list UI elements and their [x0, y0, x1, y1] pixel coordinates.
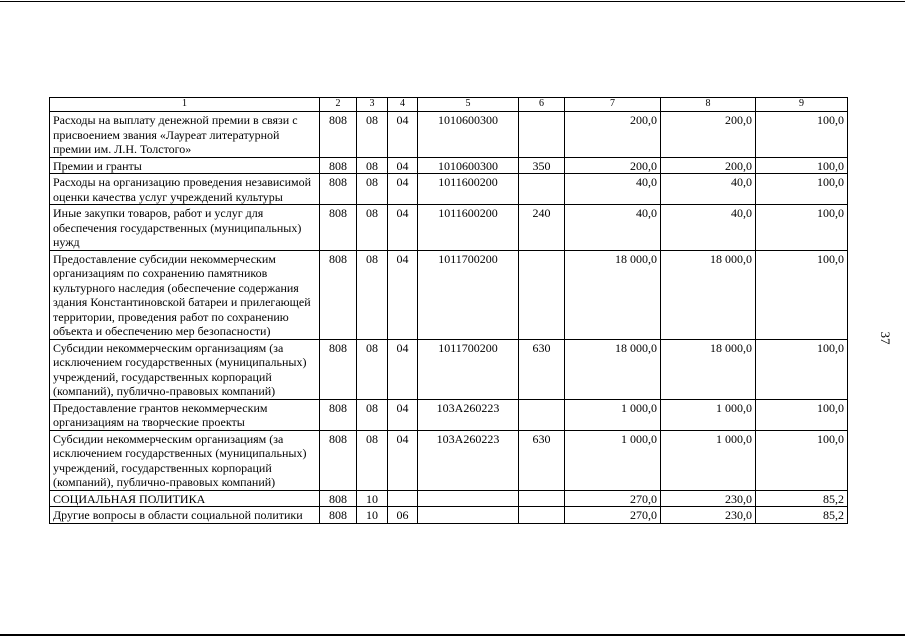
cell-expense-type: [519, 399, 565, 430]
cell-target-article: [418, 490, 519, 507]
cell-subsection: 06: [388, 507, 418, 524]
row-name: Предоставление субсидии некоммерческим организациям по сохранению памятников культурного наследия (обеспечение содержания здания Константиновской батареи и прилегающей территории, проведения работ по сохранению объекта и обеспечению мер безопасности): [50, 250, 320, 339]
cell-subsection: 04: [388, 112, 418, 158]
cell-target-article: 1011700200: [418, 339, 519, 399]
cell-subsection: 04: [388, 174, 418, 205]
cell-code-admin: 808: [320, 205, 357, 251]
cell-expense-type: 630: [519, 339, 565, 399]
cell-amount-plan: 40,0: [565, 205, 661, 251]
column-header: 2: [320, 98, 357, 112]
cell-code-admin: 808: [320, 174, 357, 205]
budget-table: [49, 97, 848, 524]
cell-target-article: 103A260223: [418, 399, 519, 430]
cell-expense-type: 350: [519, 157, 565, 174]
cell-amount-plan: 18 000,0: [565, 250, 661, 339]
cell-code-admin: 808: [320, 339, 357, 399]
row-name: Субсидии некоммерческим организациям (за исключением государственных (муниципальных) учреждений, государственных корпораций (компаний), публично-правовых компаний): [50, 430, 320, 490]
cell-section: 08: [357, 399, 388, 430]
cell-percent: 100,0: [756, 157, 848, 174]
cell-expense-type: [519, 174, 565, 205]
cell-percent: 100,0: [756, 339, 848, 399]
table-row: [50, 507, 848, 524]
table-row: [50, 250, 848, 339]
cell-amount-actual: 1 000,0: [661, 430, 756, 490]
row-name: Расходы на организацию проведения независимой оценки качества услуг учреждений культуры: [50, 174, 320, 205]
cell-section: 10: [357, 490, 388, 507]
cell-section: 08: [357, 112, 388, 158]
cell-amount-plan: 1 000,0: [565, 430, 661, 490]
cell-amount-actual: 40,0: [661, 205, 756, 251]
cell-subsection: [388, 490, 418, 507]
column-header: 6: [519, 98, 565, 112]
cell-amount-actual: 40,0: [661, 174, 756, 205]
cell-target-article: 1011600200: [418, 205, 519, 251]
cell-target-article: 103A260223: [418, 430, 519, 490]
column-header: 9: [756, 98, 848, 112]
cell-code-admin: 808: [320, 157, 357, 174]
cell-code-admin: 808: [320, 399, 357, 430]
cell-percent: 100,0: [756, 250, 848, 339]
cell-section: 08: [357, 205, 388, 251]
table-row: [50, 490, 848, 507]
row-name: Другие вопросы в области социальной политики: [50, 507, 320, 524]
row-name: Предоставление грантов некоммерческим организациям на творческие проекты: [50, 399, 320, 430]
table-row: [50, 430, 848, 490]
cell-target-article: 1011600200: [418, 174, 519, 205]
cell-percent: 100,0: [756, 399, 848, 430]
column-header: 8: [661, 98, 756, 112]
cell-target-article: 1010600300: [418, 112, 519, 158]
cell-amount-plan: 270,0: [565, 490, 661, 507]
row-name: СОЦИАЛЬНАЯ ПОЛИТИКА: [50, 490, 320, 507]
table-row: [50, 112, 848, 158]
cell-expense-type: 240: [519, 205, 565, 251]
cell-expense-type: [519, 112, 565, 158]
scan-top-border: [0, 1, 905, 2]
cell-subsection: 04: [388, 399, 418, 430]
cell-code-admin: 808: [320, 250, 357, 339]
cell-amount-plan: 270,0: [565, 507, 661, 524]
cell-section: 08: [357, 157, 388, 174]
cell-code-admin: 808: [320, 430, 357, 490]
cell-amount-plan: 18 000,0: [565, 339, 661, 399]
scan-bottom-border: [0, 634, 905, 636]
cell-amount-actual: 1 000,0: [661, 399, 756, 430]
cell-subsection: 04: [388, 205, 418, 251]
cell-section: 08: [357, 339, 388, 399]
row-name: Иные закупки товаров, работ и услуг для обеспечения государственных (муниципальных) нужд: [50, 205, 320, 251]
cell-amount-actual: 230,0: [661, 490, 756, 507]
cell-code-admin: 808: [320, 112, 357, 158]
cell-code-admin: 808: [320, 507, 357, 524]
cell-amount-actual: 18 000,0: [661, 339, 756, 399]
cell-target-article: 1011700200: [418, 250, 519, 339]
cell-amount-actual: 18 000,0: [661, 250, 756, 339]
cell-amount-actual: 230,0: [661, 507, 756, 524]
cell-expense-type: [519, 507, 565, 524]
cell-code-admin: 808: [320, 490, 357, 507]
cell-section: 08: [357, 430, 388, 490]
cell-subsection: 04: [388, 250, 418, 339]
column-header: 5: [418, 98, 519, 112]
cell-amount-actual: 200,0: [661, 157, 756, 174]
cell-subsection: 04: [388, 339, 418, 399]
table-row: [50, 205, 848, 251]
column-header: 7: [565, 98, 661, 112]
cell-percent: 100,0: [756, 174, 848, 205]
cell-expense-type: [519, 490, 565, 507]
column-header: 1: [50, 98, 320, 112]
cell-amount-plan: 200,0: [565, 112, 661, 158]
table-row: [50, 339, 848, 399]
cell-section: 08: [357, 174, 388, 205]
cell-expense-type: [519, 250, 565, 339]
cell-amount-plan: 1 000,0: [565, 399, 661, 430]
cell-amount-plan: 40,0: [565, 174, 661, 205]
column-header: 3: [357, 98, 388, 112]
cell-target-article: 1010600300: [418, 157, 519, 174]
table-header-row: [50, 98, 848, 112]
cell-amount-plan: 200,0: [565, 157, 661, 174]
cell-expense-type: 630: [519, 430, 565, 490]
column-header: 4: [388, 98, 418, 112]
cell-percent: 100,0: [756, 112, 848, 158]
row-name: Субсидии некоммерческим организациям (за исключением государственных (муниципальных) учреждений, государственных корпораций (компаний), публично-правовых компаний): [50, 339, 320, 399]
cell-percent: 85,2: [756, 507, 848, 524]
table-row: [50, 157, 848, 174]
cell-amount-actual: 200,0: [661, 112, 756, 158]
cell-section: 08: [357, 250, 388, 339]
cell-percent: 100,0: [756, 430, 848, 490]
row-name: Премии и гранты: [50, 157, 320, 174]
cell-target-article: [418, 507, 519, 524]
table-row: [50, 174, 848, 205]
cell-percent: 100,0: [756, 205, 848, 251]
row-name: Расходы на выплату денежной премии в связи с присвоением звания «Лауреат литературной премии им. Л.Н. Толстого»: [50, 112, 320, 158]
cell-subsection: 04: [388, 157, 418, 174]
cell-subsection: 04: [388, 430, 418, 490]
cell-section: 10: [357, 507, 388, 524]
table-row: [50, 399, 848, 430]
cell-percent: 85,2: [756, 490, 848, 507]
page-number: 37: [878, 331, 893, 345]
